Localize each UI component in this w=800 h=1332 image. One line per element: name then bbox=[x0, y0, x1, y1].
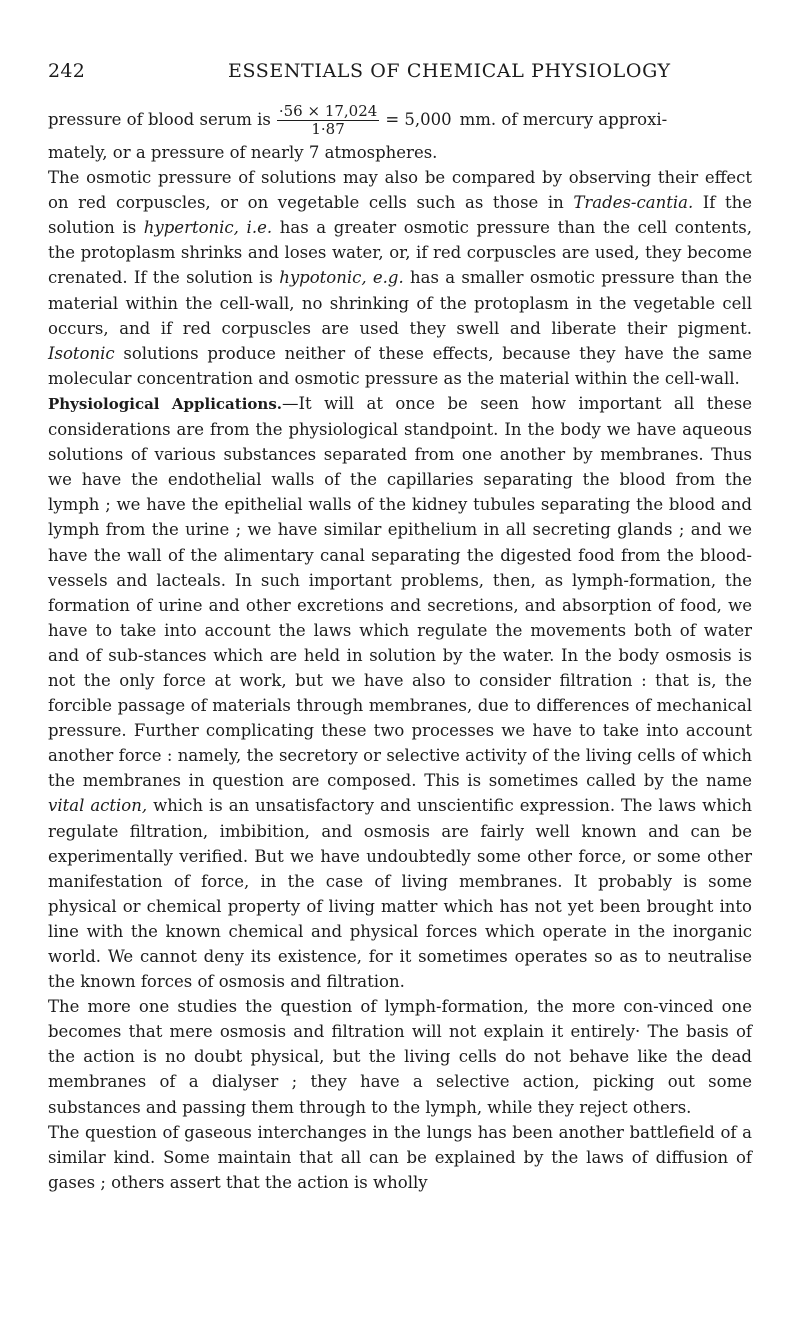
paragraph-gaseous-interchange: The question of gaseous interchanges in the lungs has been another battlefield of a similar kind. Some maintain that all can be explained by the laws of diffusion of gases ; others assert that the action is wholly bbox=[48, 1122, 752, 1192]
fraction-denominator: 1·87 bbox=[311, 119, 345, 138]
paragraph-continuation: mately, or a pressure of nearly 7 atmospheres. bbox=[48, 143, 438, 162]
italic-term: Isotonic bbox=[48, 343, 115, 363]
italic-term: Trades-cantia. bbox=[573, 193, 694, 213]
fraction bbox=[277, 103, 379, 138]
paragraph-physiological-applications: Physiological Applications.—It will at once be seen how important all these considerations are from the physiological standpoint. In the body we have aqueous solutions of various substances separated from one another by membranes. Thus we have the endothelial walls of the capillaries separating the blood from the lymph ; we have the epithelial walls of the kidney tubules separating the blood and lymph from the urine ; we have similar epithelium in all secreting glands ; and we have the wall of the alimentary canal separating the digested food from the blood-vessels and lacteals. In such important problems, then, as lymph-formation, the formation of urine and other excretions and secretions, and absorption of food, we have to take into account the laws which regulate the movements both of water and of sub-stances which are held in solution by the water. In the body osmosis is not the only force at work, but we have also to consider filtration : that is, the forcible passage of materials through membranes, due to differences of mechanical pressure. Further complicating these two processes we have to take into account another force : namely, the secretory or selective activity of the living cells of which the membranes in question are composed. This is sometimes called by the name vital action, which is an unsatisfactory and unscientific expression. The laws which regulate filtration, imbibition, and osmosis are fairly well known and can be experimentally verified. But we have undoubtedly some other force, or some other manifestation of force, in the case of living membranes. It probably is some physical or chemical property of living matter which has not yet been brought into line with the known chemical and physical forces which operate in the inorganic world. We cannot deny its existence, for it sometimes operates so as to neutralise the known forces of osmosis and filtration. bbox=[48, 393, 753, 992]
paragraph-osmotic-comparison: The osmotic pressure of solutions may also be compared by observing their effect on red corpuscles, or on vegetable cells such as those in Trades-cantia. If the solution is hypertonic, i.e. has a greater osmotic pressure than the cell contents, the protoplasm shrinks and loses water, or, if red corpuscles are used, they become crenated. If the solution is hypotonic, e.g. has a smaller osmotic pressure than the material within the cell-wall, no shrinking of the protoplasm in the vegetable cell occurs, and if red corpuscles are used they swell and liberate their pigment. Isotonic solutions produce neither of these effects, because they have the same molecular concentration and osmotic pressure as the material within the cell-wall. bbox=[48, 168, 752, 388]
italic-term: hypertonic, i.e. bbox=[143, 218, 273, 238]
fraction-numerator: ·56 × 17,024 bbox=[278, 101, 378, 120]
formula-result: = 5,000 bbox=[385, 110, 452, 130]
formula-trail-text: mm. of mercury approxi- bbox=[459, 110, 668, 130]
running-title: ESSENTIALS OF CHEMICAL PHYSIOLOGY bbox=[228, 60, 671, 82]
italic-term: hypotonic, e.g. bbox=[279, 268, 404, 288]
formula-lead-text: pressure of blood serum is bbox=[48, 110, 271, 130]
running-head bbox=[48, 60, 752, 88]
italic-term: vital action, bbox=[48, 796, 148, 816]
page-number: 242 bbox=[48, 60, 86, 82]
section-heading: Physiological Applications. bbox=[48, 394, 282, 413]
paragraph-lymph-formation: The more one studies the question of lymph-formation, the more con-vinced one becomes that mere osmosis and filtration will not explain it entirely· The basis of the action is no doubt physical, but the living cells do not behave like the dead membranes of a dialyser ; they have a selective action, picking out some substances and passing them through to the lymph, while they reject others. bbox=[48, 997, 752, 1117]
formula-line bbox=[48, 102, 752, 138]
